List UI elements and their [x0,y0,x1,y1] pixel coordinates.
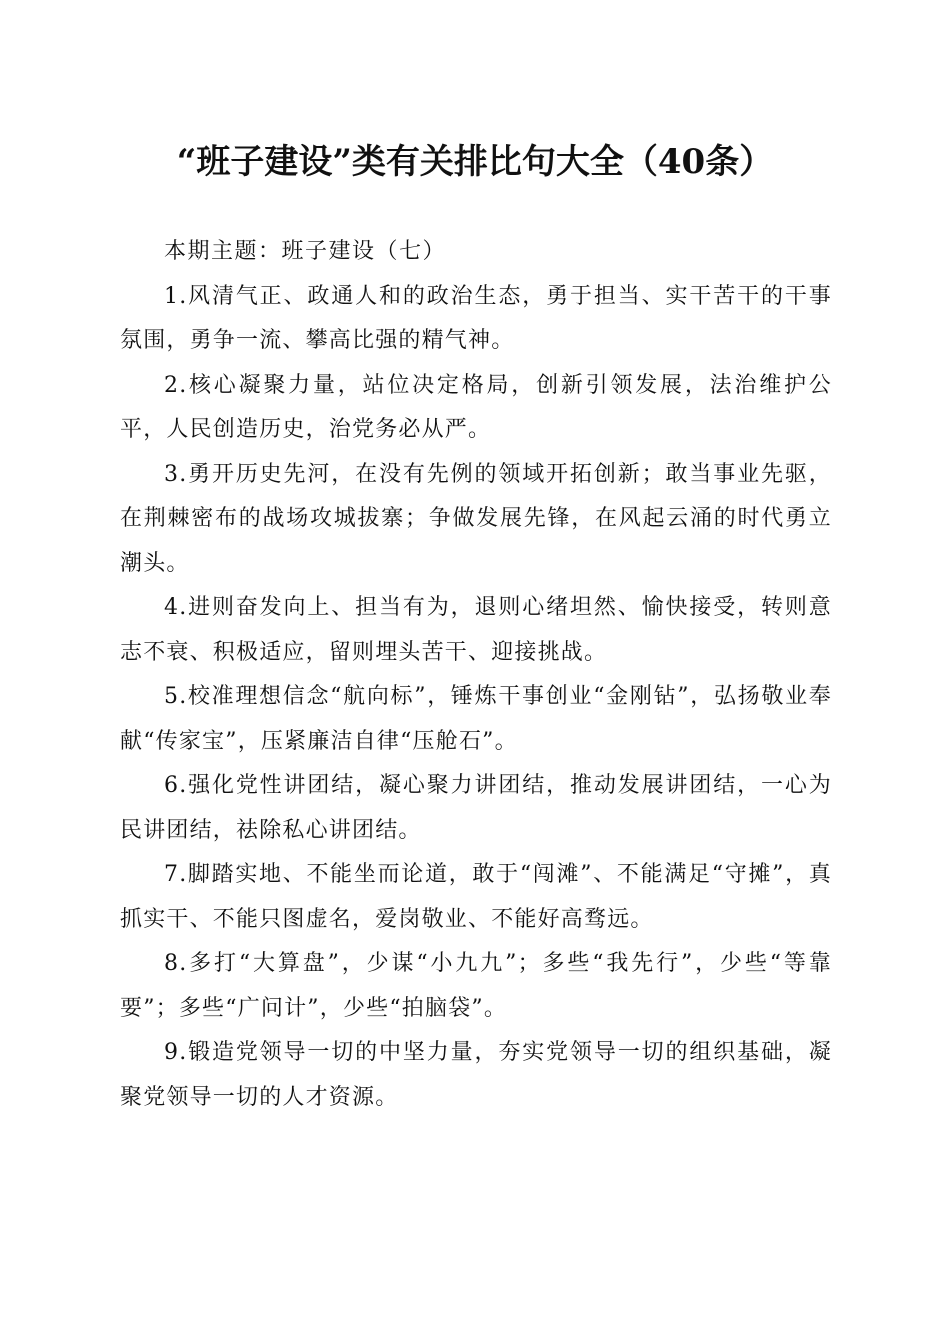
list-item: 2.核心凝聚力量，站位决定格局，创新引领发展，法治维护公平，人民创造历史，治党务必从严。 [120,372,832,442]
page-title: “班子建设”类有关排比句大全（40条） [176,142,774,182]
list-item: 1.风清气正、政通人和的政治生态，勇于担当、实干苦干的干事氛围，勇争一流、攀高比强的精气神。 [120,283,832,353]
list-item: 4.进则奋发向上、担当有为，退则心绪坦然、愉快接受，转则意志不衰、积极适应，留则埋头苦干、迎接挑战。 [120,595,832,665]
list-item: 6.强化党性讲团结，凝心聚力讲团结，推动发展讲团结，一心为民讲团结，祛除私心讲团结。 [120,773,832,843]
document-body [120,230,832,1120]
list-item: 9.锻造党领导一切的中坚力量，夯实党领导一切的组织基础，凝聚党领导一切的人才资源。 [120,1040,832,1110]
subject-line: 本期主题：班子建设（七） [164,239,447,264]
list-item: 5.校准理想信念“航向标”，锤炼干事创业“金刚钻”，弘扬敬业奉献“传家宝”，压紧廉洁自律“压舱石”。 [120,684,832,754]
list-item: 3.勇开历史先河，在没有先例的领域开拓创新；敢当事业先驱，在荆棘密布的战场攻城拔寨；争做发展先锋，在风起云涌的时代勇立潮头。 [120,461,832,576]
list-item: 8.多打“大算盘”，少谋“小九九”；多些“我先行”，少些“等靠要”；多些“广问计”，少些“拍脑袋”。 [120,951,832,1021]
list-item: 7.脚踏实地、不能坐而论道，敢于“闯滩”、不能满足“守摊”，真抓实干、不能只图虚名，爱岗敬业、不能好高骛远。 [120,862,832,932]
